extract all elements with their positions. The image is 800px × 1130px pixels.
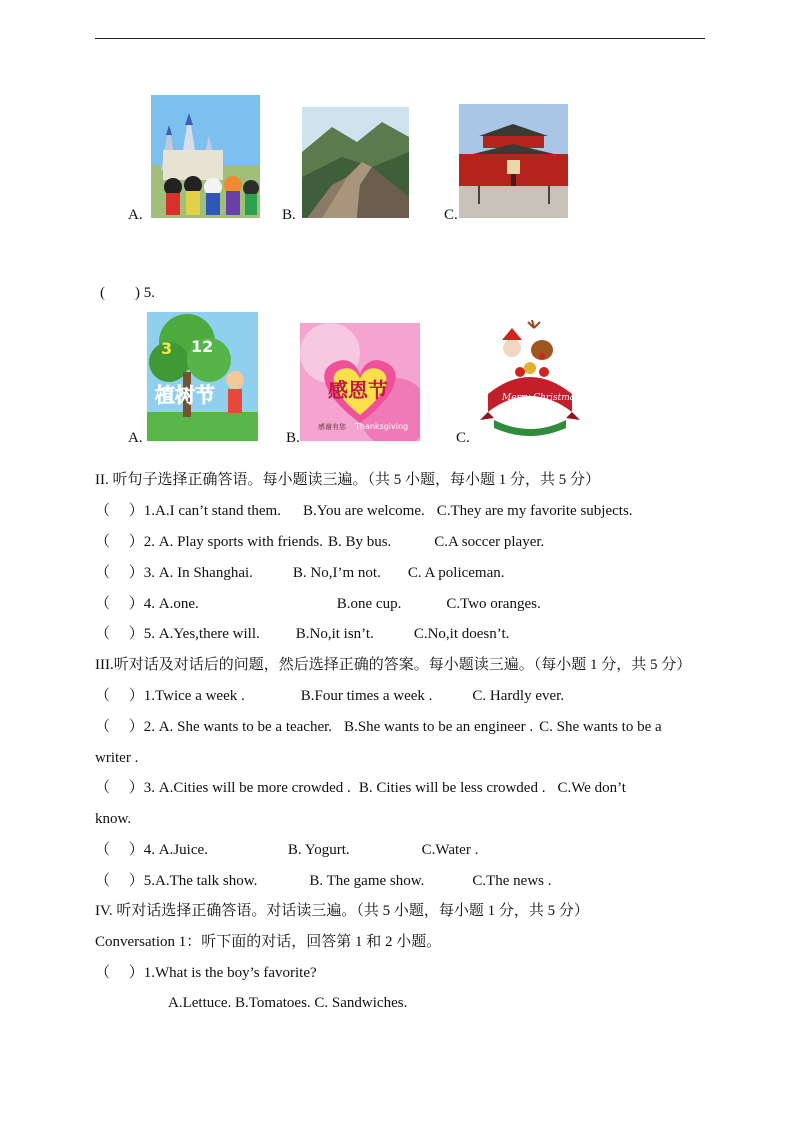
q5-number: ( ) 5. xyxy=(100,285,155,301)
question-text: 1.What is the boy’s favorite? xyxy=(143,965,317,981)
option-c: C.The news . xyxy=(472,873,552,889)
answer-paren[interactable]: （ ） xyxy=(95,965,144,981)
option-b: B. No,I’m not. xyxy=(292,565,381,581)
answer-paren[interactable]: （ ） xyxy=(95,626,144,642)
q5-option-c[interactable]: C. xyxy=(456,430,470,446)
header-rule xyxy=(95,38,705,39)
thanksgiving-image xyxy=(300,323,420,441)
s3-question-5 xyxy=(95,871,552,891)
option-b: B.Four times a week . xyxy=(300,688,433,704)
option-c: C. A policeman. xyxy=(407,565,505,581)
option-b: B.one cup. xyxy=(336,596,402,612)
option-c: C.They are my favorite subjects. xyxy=(436,503,633,519)
christmas-banner-text: Merry Christmas! xyxy=(502,393,584,403)
option-c: C.Water . xyxy=(421,842,479,858)
section-3-heading: III.听对话及对话后的问题，然后选择正确的答案。每小题读三遍。（每小题 1 分，共 5 分） xyxy=(95,657,692,673)
option-a: 1.Twice a week . xyxy=(143,688,245,704)
option-b: B.You are welcome. xyxy=(302,503,425,519)
option-c: C. She wants to be a xyxy=(539,719,662,735)
option-c: C.A soccer player. xyxy=(434,534,545,550)
s3-question-3-continued: know. xyxy=(95,811,132,827)
option-c: C.Two oranges. xyxy=(446,596,541,612)
disneyland-photo xyxy=(151,95,260,218)
q5-option-b[interactable]: B. xyxy=(286,430,300,446)
option-a: 1.A.I can’t stand them. xyxy=(143,503,281,519)
arbor-day-twelve: 12 xyxy=(191,337,214,356)
answer-paren[interactable]: （ ） xyxy=(95,534,144,550)
option-b: B. Yogurt. xyxy=(287,842,350,858)
answer-paren[interactable]: （ ） xyxy=(95,780,144,796)
option-a: 4. A.Juice. xyxy=(143,842,208,858)
option-b: B.No,it isn’t. xyxy=(295,626,374,642)
great-wall-photo xyxy=(302,107,409,218)
answer-paren[interactable]: （ ） xyxy=(95,503,144,519)
arbor-day-three: 3 xyxy=(161,339,173,358)
answer-paren[interactable]: （ ） xyxy=(95,688,144,704)
option-c: C.No,it doesn’t. xyxy=(413,626,510,642)
option-c: C. Hardly ever. xyxy=(472,688,565,704)
option-b: B.She wants to be an engineer . xyxy=(344,719,534,735)
option-a: 3. A.Cities will be more crowded . xyxy=(143,780,351,796)
s4-question-1-options: A.Lettuce. B.Tomatoes. C. Sandwiches. xyxy=(168,995,408,1011)
option-a: 3. A. In Shanghai. xyxy=(143,565,253,581)
s3-question-2 xyxy=(95,717,662,737)
section-2-heading: II. 听句子选择正确答语。每小题读三遍。（共 5 小题，每小题 1 分，共 5 分） xyxy=(95,472,600,488)
conversation-1-label: Conversation 1：听下面的对话，回答第 1 和 2 小题。 xyxy=(95,934,442,950)
option-a: 5. A.Yes,there will. xyxy=(143,626,260,642)
s2-question-4 xyxy=(95,594,541,614)
answer-paren[interactable]: （ ） xyxy=(95,596,144,612)
q4-option-b[interactable]: B. xyxy=(282,207,296,223)
s3-question-2-continued: writer . xyxy=(95,750,139,766)
answer-paren[interactable]: （ ） xyxy=(95,842,144,858)
s2-question-3 xyxy=(95,563,505,583)
s3-question-4 xyxy=(95,840,478,860)
option-a: 4. A.one. xyxy=(143,596,199,612)
option-b: B. Cities will be less crowded . xyxy=(358,780,546,796)
section-4-heading: IV. 听对话选择正确答语。对话读三遍。（共 5 小题，每小题 1 分，共 5 分） xyxy=(95,903,589,919)
q4-option-c[interactable]: C. xyxy=(444,207,458,223)
s2-question-5 xyxy=(95,624,509,644)
answer-paren[interactable]: （ ） xyxy=(95,565,144,581)
thanksgiving-sub: Thanksgiving xyxy=(355,422,409,431)
option-a: 2. A. Play sports with friends. xyxy=(143,534,323,550)
answer-paren[interactable]: （ ） xyxy=(95,719,144,735)
q5-option-a[interactable]: A. xyxy=(128,430,143,446)
s3-question-3 xyxy=(95,778,626,798)
option-c: C.We don’t xyxy=(557,780,626,796)
answer-paren[interactable]: （ ） xyxy=(95,873,144,889)
s2-question-2 xyxy=(95,532,544,552)
option-b: B. By bus. xyxy=(327,534,392,550)
q4-option-a[interactable]: A. xyxy=(128,207,143,223)
christmas-image xyxy=(474,320,586,441)
s3-question-1 xyxy=(95,686,564,706)
s4-question-1 xyxy=(95,963,317,983)
option-a: 2. A. She wants to be a teacher. xyxy=(143,719,333,735)
s2-question-1 xyxy=(95,501,633,521)
thanksgiving-title: 感恩节 xyxy=(328,378,388,402)
thanksgiving-chinese-sub: 感谢有您 xyxy=(318,423,346,431)
arbor-day-image xyxy=(147,312,258,441)
option-a: 5.A.The talk show. xyxy=(143,873,258,889)
tiananmen-photo xyxy=(459,104,568,218)
arbor-day-title: 植树节 xyxy=(155,383,215,407)
option-b: B. The game show. xyxy=(309,873,425,889)
